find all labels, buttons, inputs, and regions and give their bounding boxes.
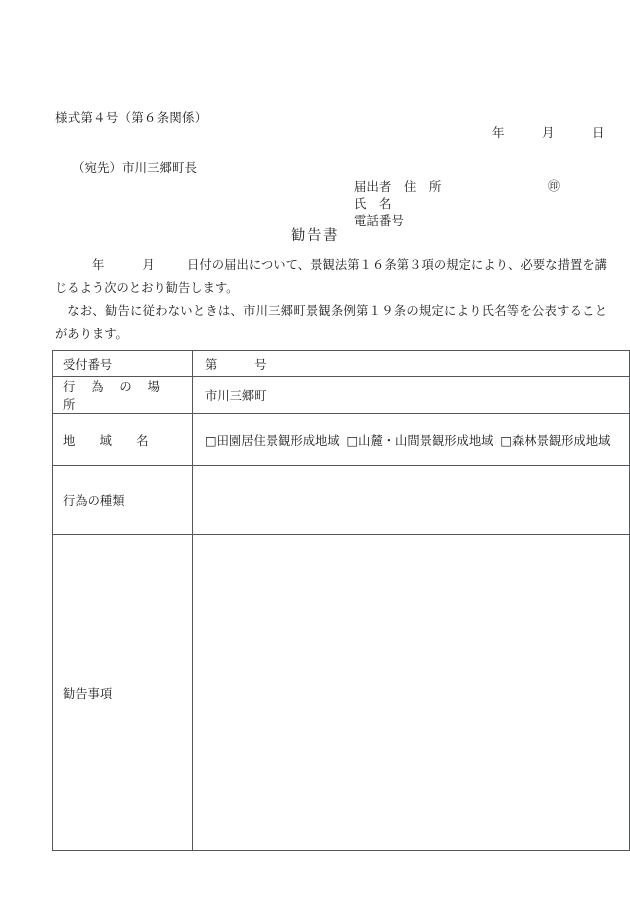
date-line: 年 月 日 [492,125,605,140]
body-month-label: 月 [142,258,155,272]
body-paragraph-2: なお、勧告に従わないときは、市川三郷町景観条例第１９条の規定により氏名等を公表することがあります。 [55,304,607,341]
table-row [53,377,630,414]
row-value-action-type[interactable] [193,466,630,535]
applicant-address-label: 届出者 住 所 [353,179,442,194]
checkbox-icon[interactable]: □ [205,433,217,448]
checkbox-option-rural-residential[interactable] [205,434,340,448]
row-label-area-name: 地 域 名 [53,414,193,466]
document-title: 勧告書 [291,228,339,244]
checkbox-icon[interactable]: □ [500,433,512,448]
table-row [53,351,630,377]
addressee-line: （宛先）市川三郷町長 [72,160,198,175]
applicant-phone-label: 電話番号 [353,213,404,228]
row-value-receipt-number[interactable] [193,351,630,377]
row-label-receipt-number: 受付番号 [53,351,193,377]
body-paragraph-1 [55,254,607,300]
checkbox-label: 森林景観形成地域 [511,433,611,448]
row-value-action-place[interactable]: 市川三郷町 [193,377,630,414]
row-value-recommendation-items[interactable] [193,535,630,851]
checkbox-label: 山麓・山間景観形成地域 [358,433,494,448]
table-row [53,466,630,535]
checkbox-label: 田園居住景観形成地域 [216,433,340,448]
form-number: 様式第４号（第６条関係） [55,110,208,125]
checkbox-option-mountain-foot[interactable] [347,434,494,448]
applicant-address-row [330,161,595,194]
document-body [55,254,607,346]
seal-stamp-icon: ㊞ [547,179,560,193]
receipt-prefix: 第 [205,357,218,372]
applicant-phone-row [330,195,595,228]
checkbox-icon[interactable]: □ [346,433,359,448]
checkbox-option-forest[interactable] [500,434,610,448]
table-row [53,414,630,466]
body-paragraph-1-text: 日付の届出について、景観法第１６条第３項の規定により、必要な措置を講じるよう次のとおり勧告します。 [55,258,607,295]
area-checkbox-list [205,434,613,448]
applicant-name-label: 氏 名 [353,196,392,211]
table-row [53,535,630,851]
applicant-name-row [330,178,595,211]
applicant-block [330,161,595,228]
receipt-suffix: 号 [254,357,267,372]
row-value-area-name [193,414,630,466]
form-table [52,350,630,851]
body-year-label: 年 [91,258,105,272]
row-label-action-place: 行 為 の 場 所 [53,377,193,414]
row-label-action-type: 行為の種類 [53,466,193,535]
row-label-recommendation-items: 勧告事項 [53,535,193,851]
